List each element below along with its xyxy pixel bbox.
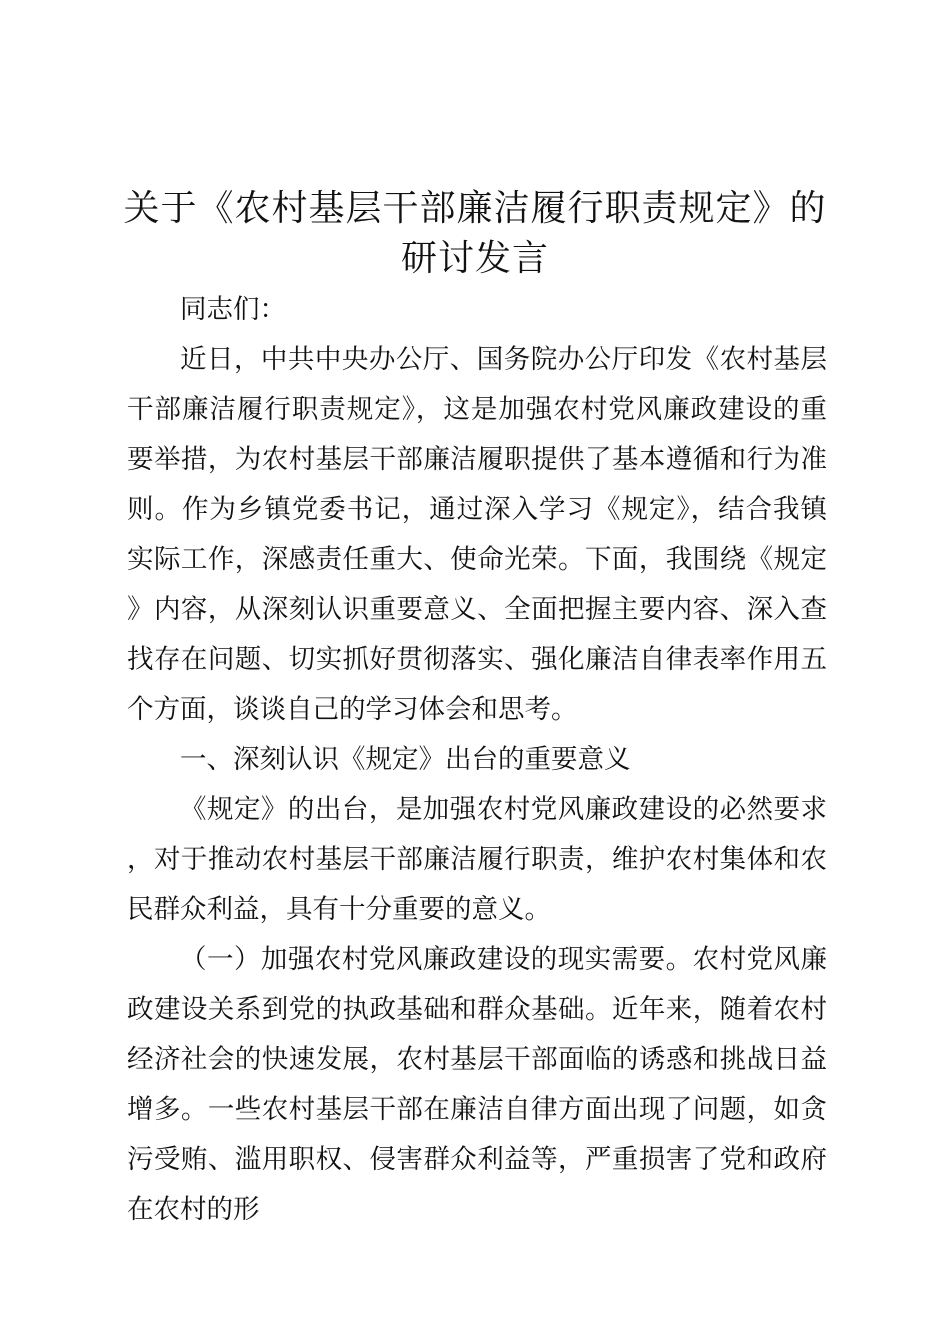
document-title: 关于《农村基层干部廉洁履行职责规定》的研讨发言 bbox=[123, 188, 827, 279]
section-heading: 一、深刻认识《规定》出台的重要意义 bbox=[180, 744, 631, 775]
subsection-paragraph: （一）加强农村党风廉政建设的现实需要。农村党风廉政建设关系到党的执政基础和群众基础。近年来，随着农村经济社会的快速发展，农村基层干部面临的诱惑和挑战日益增多。一些农村基层干部在廉洁自律方面出现了问题，如贪污受贿、滥用职权、侵害群众利益等，严重损害了党和政府在农村的形 bbox=[127, 944, 827, 1225]
section-paragraph: 《规定》的出台，是加强农村党风廉政建设的必然要求，对于推动农村基层干部廉洁履行职责，维护农村集体和农民群众利益，具有十分重要的意义。 bbox=[127, 794, 827, 925]
document-body bbox=[127, 285, 827, 1235]
intro-paragraph: 近日，中共中央办公厅、国务院办公厅印发《农村基层干部廉洁履行职责规定》，这是加强农村党风廉政建设的重要举措，为农村基层干部廉洁履职提供了基本遵循和行为准则。作为乡镇党委书记，通过深入学习《规定》，结合我镇实际工作，深感责任重大、使命光荣。下面，我围绕《规定》内容，从深刻认识重要意义、全面把握主要内容、深入查找存在问题、切实抓好贯彻落实、强化廉洁自律表率作用五个方面，谈谈自己的学习体会和思考。 bbox=[127, 344, 827, 725]
salutation-paragraph: 同志们： bbox=[180, 294, 286, 325]
